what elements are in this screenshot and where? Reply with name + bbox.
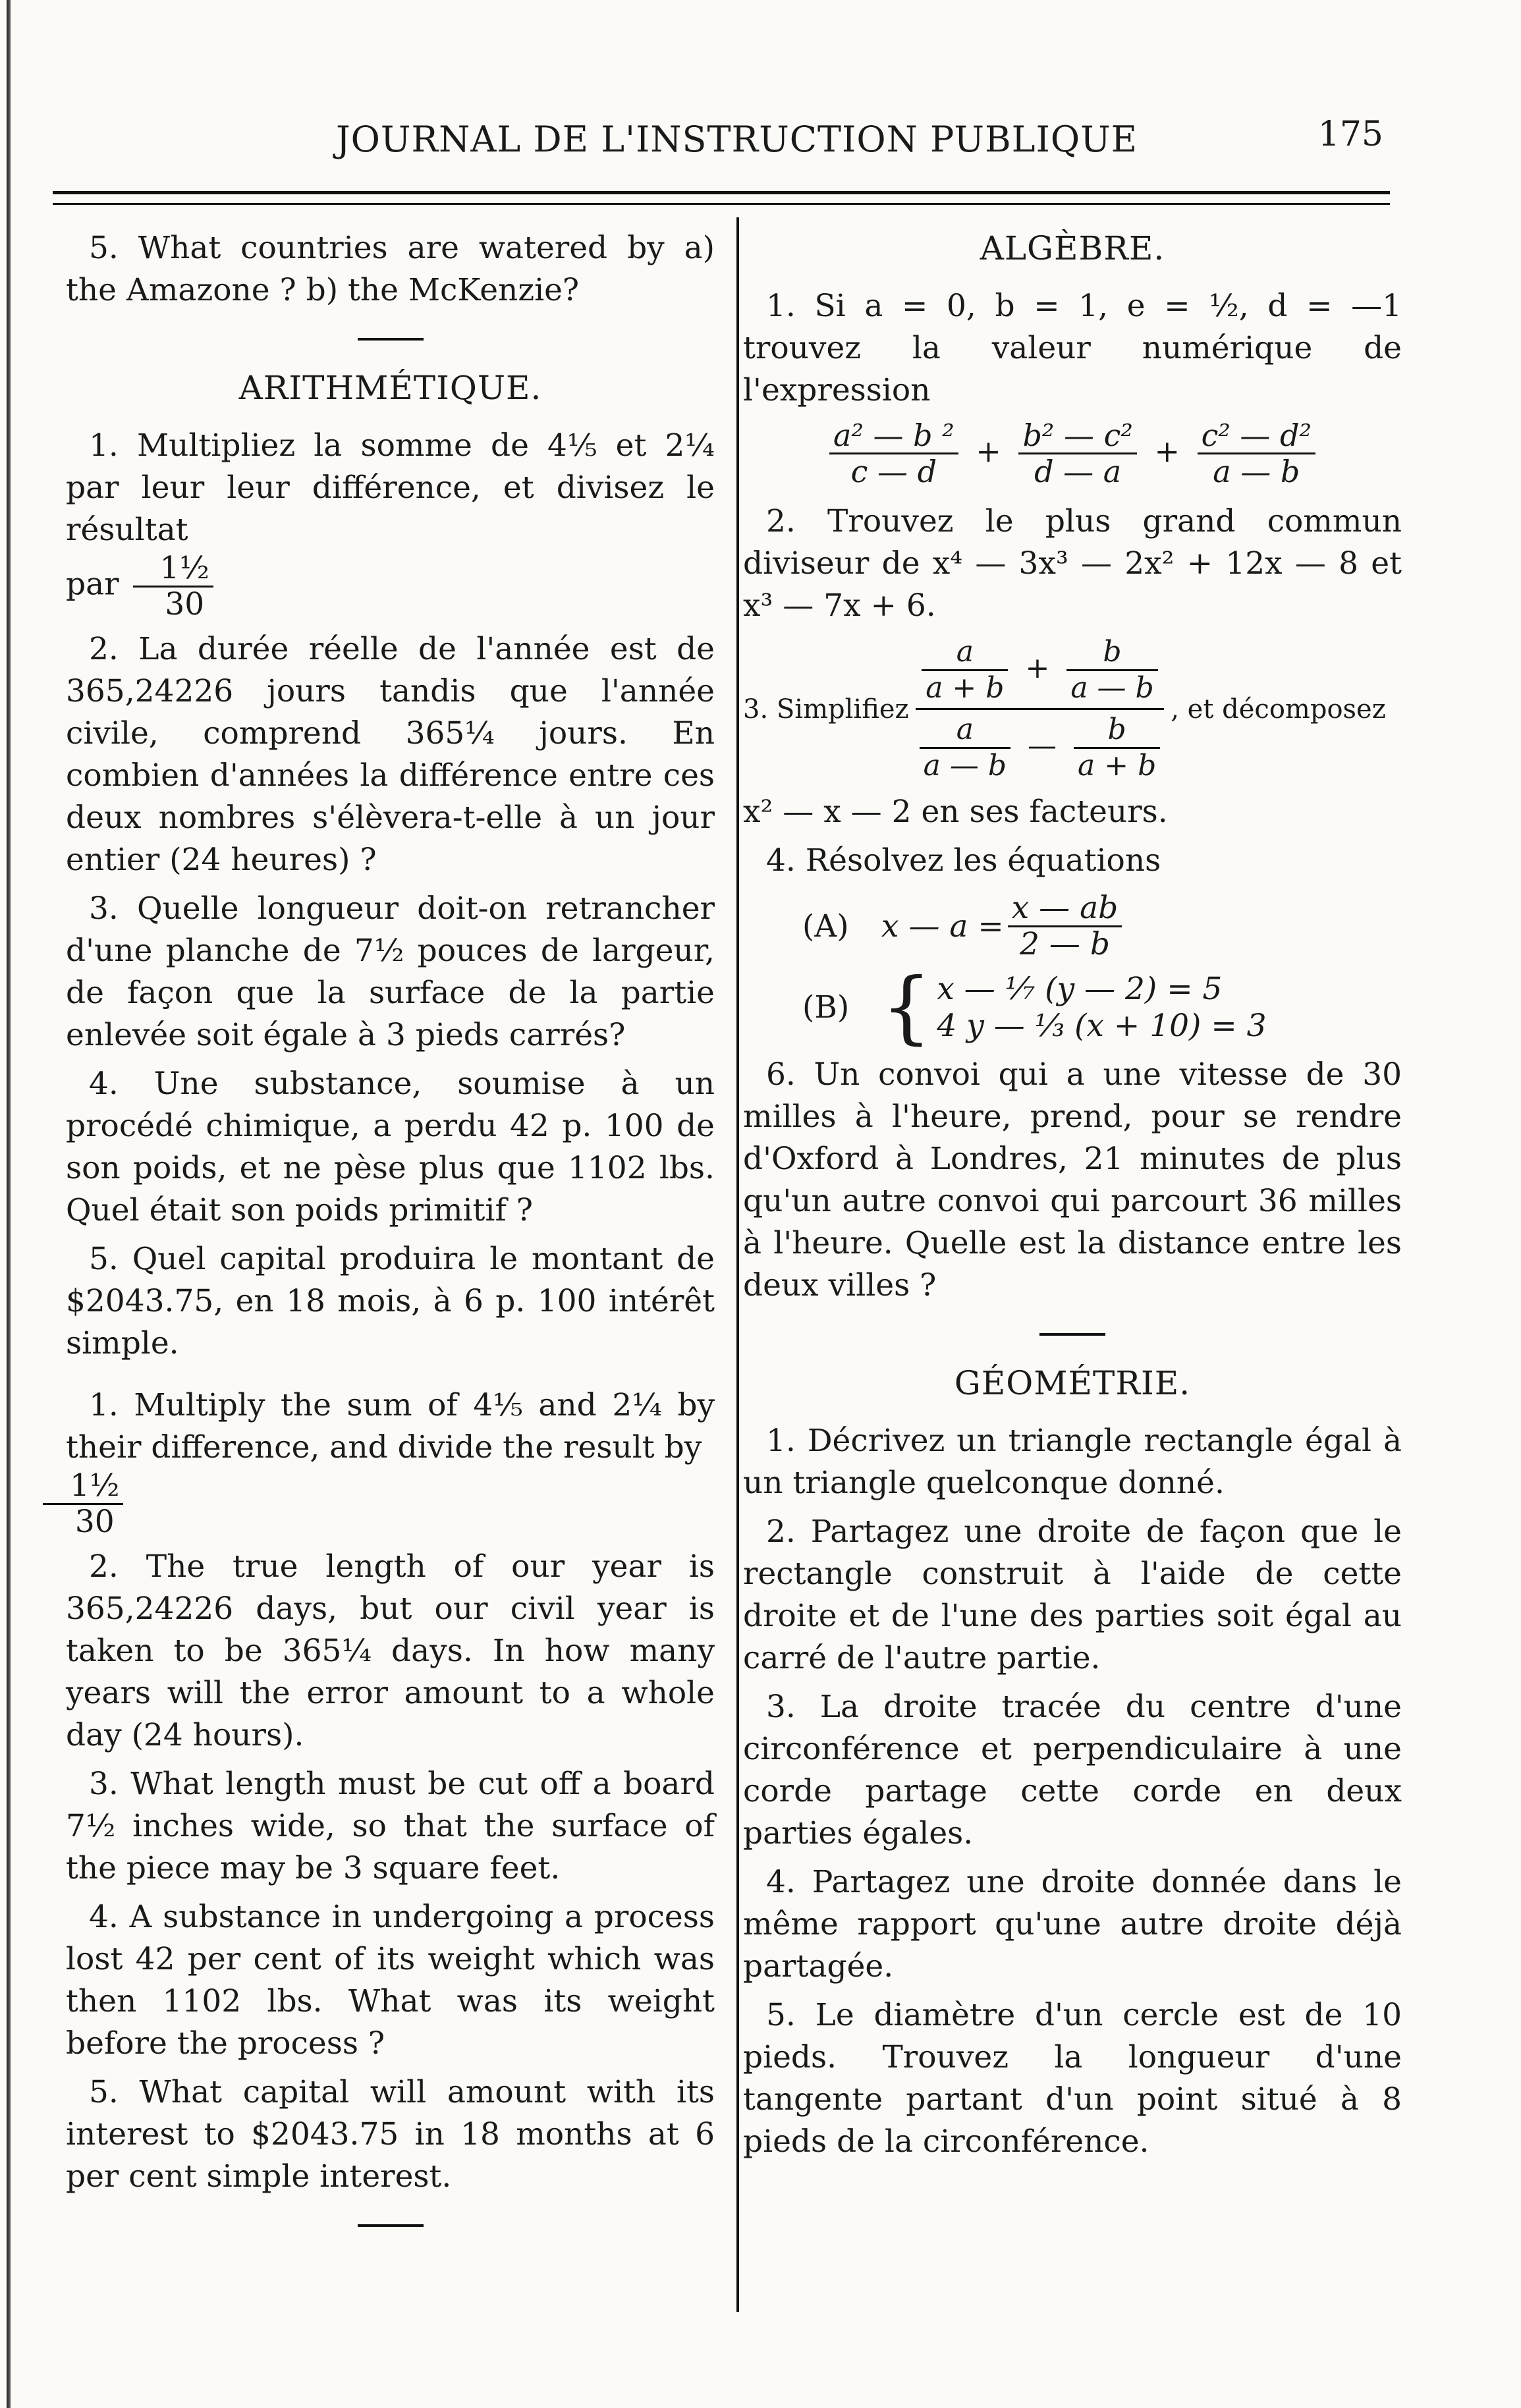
arithmetic-en-question-1 [66,1384,715,1539]
minus-sign: — [1028,729,1057,763]
plus-sign: + [1025,651,1050,685]
equation-a [802,891,1402,962]
equation-system [937,971,1266,1045]
arithmetic-fr-question-3: 3. Quelle longueur doit-on retrancher d'une planche de 7½ pouces de largeur, de façon que la surface de la partie enlevée soit égale à 3 pieds carrés? [66,890,715,1053]
question-text: par [66,566,119,603]
fraction-numerator: a [920,713,1010,749]
expression-formula [743,418,1402,489]
geometry-title: GÉOMÉTRIE. [954,1364,1191,1402]
fraction-numerator: 1½ [43,1469,123,1505]
fraction-denominator: a — b [923,749,1007,782]
arithmetic-en-question-5: 5. What capital will amount with its interest to $2043.75 in 18 months at 6 per cent simple interest. [66,2074,715,2195]
equation-label: (B) [802,989,850,1026]
arithmetic-fr-question-4: 4. Une substance, soumise à un procédé chimique, a perdu 42 p. 100 de son poids, et ne pèse plus que 1102 lbs. Quel était son poids primitif ? [66,1066,715,1228]
fraction-denominator: c — d [850,454,937,489]
compound-denominator [916,713,1165,783]
equation-label: (A) [802,908,849,944]
fraction-denominator: 30 [74,1504,115,1540]
algebra-title: ALGÈBRE. [980,229,1165,267]
fraction-numerator: b² — c² [1018,418,1136,454]
fraction-denominator: a — b [1070,671,1154,705]
fraction-numerator: 1½ [133,551,213,588]
fraction [922,635,1008,705]
compound-fraction [916,635,1165,783]
fraction [920,713,1010,783]
question-text: 1. Multipliez la somme de 4⅕ et 2¼ par leur leur différence, et divisez le résultat [66,427,715,548]
fraction [1008,891,1122,962]
question-lead: 3. Simplifiez [743,694,909,725]
arithmetic-fr-question-2: 2. La durée réelle de l'année est de 365,24226 jours tandis que l'année civile, comprend 365¼ jours. En combien d'années la différence entre ces deux nombres s'élèvera-t-elle à un jour entier (24 heures) ? [66,631,715,878]
header-rule [53,191,1390,194]
algebra-question-6: 6. Un convoi qui a une vitesse de 30 milles à l'heure, prend, pour se rendre d'Oxford à Londres, 21 minutes de plus qu'un autre convoi qui parcourt 36 milles à l'heure. Quelle est la distance entre les deux villes ? [743,1056,1402,1303]
fraction-numerator: b [1066,635,1157,671]
equation-lhs: x — a = [881,908,1004,944]
arithmetic-en-question-3: 3. What length must be cut off a board 7½ inches wide, so that the surface of the piece may be 3 square feet. [66,1766,715,1886]
geometry-question-3: 3. La droite tracée du centre d'une circonférence et perpendiculaire à une corde partage cette corde en deux parties égales. [743,1689,1402,1851]
right-column [743,227,1402,2170]
fraction-denominator: a + b [926,671,1005,705]
plus-sign: + [976,433,1001,469]
algebra-question-1: 1. Si a = 0, b = 1, e = ½, d = —1 trouvez la valeur numérique de l'expression [743,288,1402,408]
fraction-denominator: a — b [1213,454,1300,489]
fraction [133,551,213,622]
left-column [66,227,715,2253]
fraction-bar [916,708,1165,710]
fraction-denominator: 2 — b [1020,926,1110,962]
fraction [829,418,958,489]
brace-icon: { [881,962,932,1053]
fraction-denominator: a + b [1078,749,1157,782]
equation-line: x — ⅐ (y — 2) = 5 [937,971,1223,1007]
page-binding-edge [7,0,11,2408]
fraction-numerator: x — ab [1008,891,1122,927]
fraction [1074,713,1160,783]
fraction-denominator: d — a [1034,454,1122,489]
fraction [43,1469,123,1539]
fraction-numerator: c² — d² [1198,418,1315,454]
fraction [1066,635,1157,705]
equation-line: 4 y — ⅓ (x + 10) = 3 [937,1008,1267,1044]
arithmetic-en-question-2: 2. The true length of our year is 365,24226 days, but our civil year is taken to be 365¼ days. In how many years will the error amount to a whole day (24 hours). [66,1548,715,1753]
fraction-denominator: 30 [165,586,205,622]
column-divider [736,217,739,2312]
geometry-question-4: 4. Partagez une droite donnée dans le même rapport qu'une autre droite déjà partagée. [743,1864,1402,1984]
geometry-question-2: 2. Partagez une droite de façon que le rectangle construit à l'aide de cette droite et de l'une des parties soit égal au carré de l'autre partie. [743,1514,1402,1676]
fraction-numerator: b [1074,713,1160,749]
fraction [1198,418,1315,489]
arithmetic-title: ARITHMÉTIQUE. [238,369,542,407]
algebra-question-2: 2. Trouvez le plus grand commun diviseur de x⁴ — 3x³ — 2x² + 12x — 8 et x³ — 7x + 6. [743,503,1402,624]
question-trail: , et décomposez [1171,694,1386,725]
section-rule [358,2224,424,2227]
algebra-question-3-tail: x² — x — 2 en ses facteurs. [743,794,1168,830]
algebra-question-4: 4. Résolvez les équations [766,842,1161,879]
fraction-numerator: a [922,635,1008,671]
arithmetic-fr-question-1 [66,425,715,622]
algebra-question-3 [743,635,1402,783]
geometry-question-5: 5. Le diamètre d'un cercle est de 10 pieds. Trouvez la longueur d'une tangente partant d'un point situé à 8 pieds de la circonférence. [743,1997,1402,2160]
question-text: 1. Multiply the sum of 4⅕ and 2¼ by their difference, and divide the result by [66,1387,715,1465]
page-header [59,115,1383,178]
plus-sign: + [1154,433,1180,469]
header-rule-thin [53,203,1390,205]
section-rule [358,338,424,341]
geography-question-5: 5. What countries are watered by a) the Amazone ? b) the McKenzie? [66,230,715,308]
fraction [1018,418,1136,489]
page-number: 175 [1317,115,1383,154]
fraction-numerator: a² — b ² [829,418,958,454]
section-rule [1039,1333,1105,1336]
geometry-question-1: 1. Décrivez un triangle rectangle égal à un triangle quelconque donné. [743,1423,1402,1501]
arithmetic-fr-question-5: 5. Quel capital produira le montant de $2043.75, en 18 mois, à 6 p. 100 intérêt simple. [66,1241,715,1361]
equation-b [802,962,1402,1053]
compound-numerator [916,635,1165,705]
arithmetic-en-question-4: 4. A substance in undergoing a process lost 42 per cent of its weight which was then 1102 lbs. What was its weight before the process ? [66,1899,715,2062]
running-head: JOURNAL DE L'INSTRUCTION PUBLIQUE [336,119,1138,160]
